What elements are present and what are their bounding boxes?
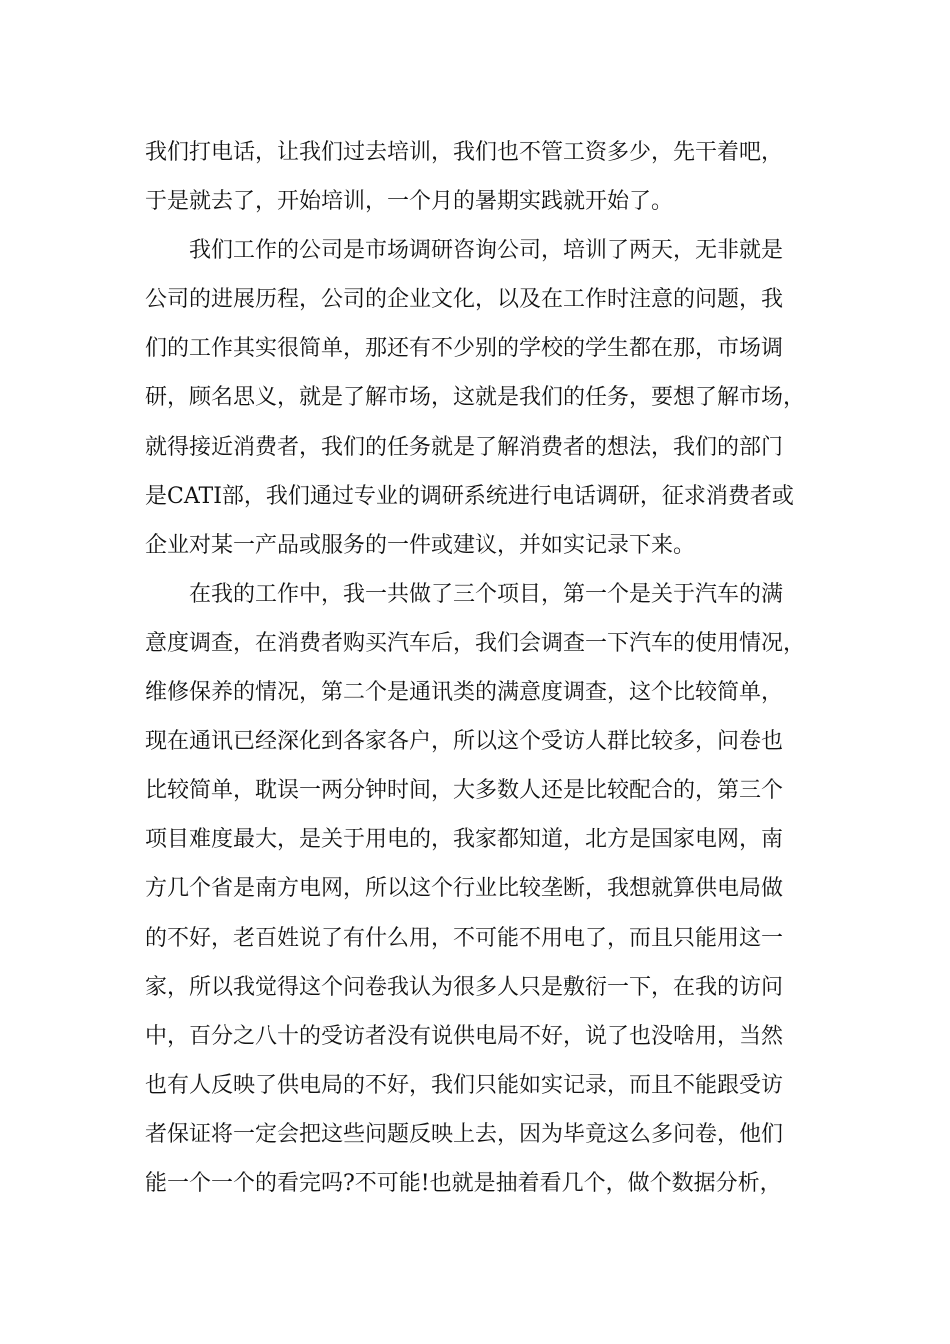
text-line: 的不好，老百姓说了有什么用，不可能不用电了，而且只能用这一 (145, 925, 784, 951)
text-line: 维修保养的情况，第二个是通讯类的满意度调查，这个比较简单， (145, 680, 784, 706)
text-line: 于是就去了，开始培训，一个月的暑期实践就开始了。 (145, 189, 674, 215)
text-line: 项目难度最大，是关于用电的，我家都知道，北方是国家电网，南 (145, 827, 784, 853)
text-line: 就得接近消费者，我们的任务就是了解消费者的想法，我们的部门 (145, 434, 784, 460)
paragraph-first-line: 在我的工作中，我一共做了三个项目，第一个是关于汽车的满 (189, 581, 784, 607)
text-line: 现在通讯已经深化到各家各户，所以这个受访人群比较多，问卷也 (145, 729, 784, 755)
text-line: 中，百分之八十的受访者没有说供电局不好，说了也没啥用，当然 (145, 1023, 784, 1049)
text-line: 能一个一个的看完吗?不可能!也就是抽着看几个，做个数据分析， (145, 1170, 782, 1196)
text-line: 者保证将一定会把这些问题反映上去，因为毕竟这么多问卷，他们 (145, 1121, 784, 1147)
text-line: 我们打电话，让我们过去培训，我们也不管工资多少，先干着吧， (145, 140, 784, 165)
text-line: 研，顾名思义，就是了解市场，这就是我们的任务，要想了解市场， (145, 385, 806, 411)
paragraph-first-line: 我们工作的公司是市场调研咨询公司，培训了两天，无非就是 (189, 238, 784, 264)
text-line: 比较简单，耽误一两分钟时间，大多数人还是比较配合的，第三个 (145, 778, 784, 804)
text-line: 也有人反映了供电局的不好，我们只能如实记录，而且不能跟受访 (145, 1072, 784, 1098)
text-line: 是CATI部，我们通过专业的调研系统进行电话调研，征求消费者或 (145, 483, 794, 509)
text-line: 方几个省是南方电网，所以这个行业比较垄断，我想就算供电局做 (145, 876, 784, 902)
body-text (145, 128, 825, 1208)
text-line: 家，所以我觉得这个问卷我认为很多人只是敷衍一下，在我的访问 (145, 974, 784, 1000)
text-line: 企业对某一产品或服务的一件或建议，并如实记录下来。 (145, 532, 696, 558)
text-line: 公司的进展历程，公司的企业文化，以及在工作时注意的问题，我 (145, 287, 784, 313)
text-line: 们的工作其实很简单，那还有不少别的学校的学生都在那，市场调 (145, 336, 784, 362)
text-line: 意度调查，在消费者购买汽车后，我们会调查一下汽车的使用情况， (145, 630, 806, 656)
